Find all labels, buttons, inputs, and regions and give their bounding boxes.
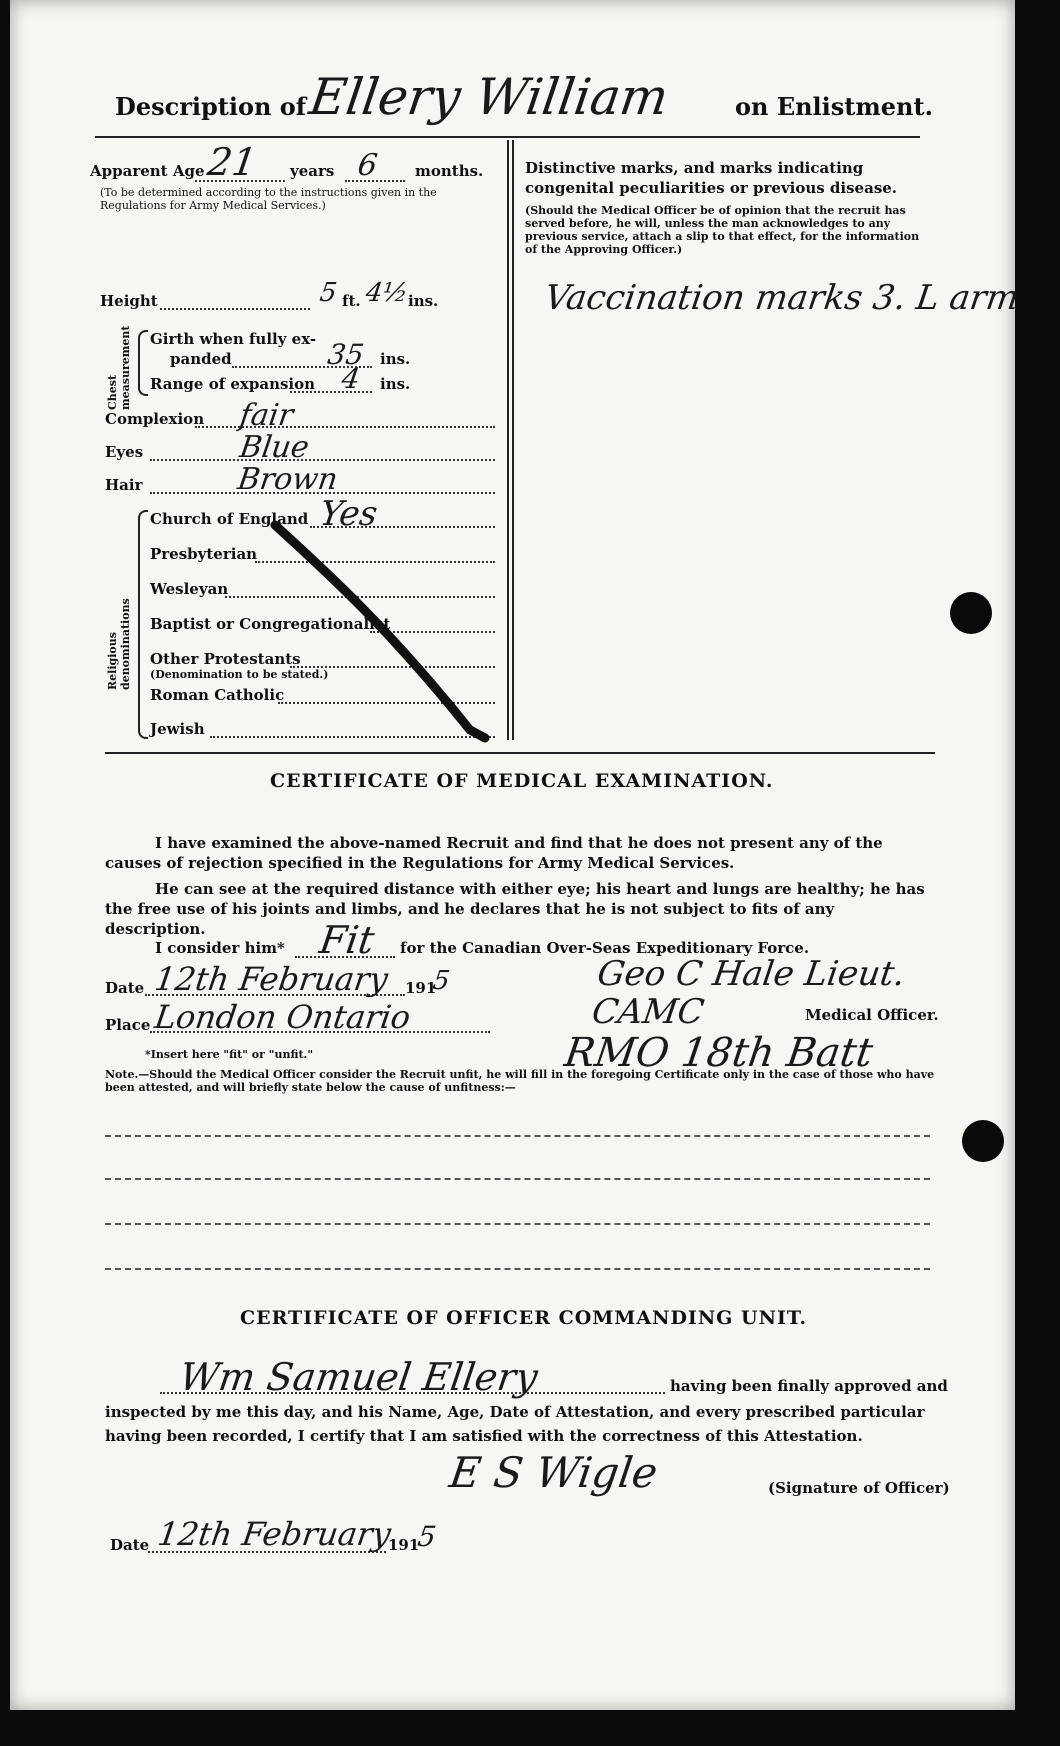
commanding-signature-label: (Signature of Officer) [768,1479,950,1497]
medical-officer-unit: RMO 18th Batt [561,1030,876,1076]
unfitness-line-4 [105,1268,930,1270]
denomination-note: (Denomination to be stated.) [150,668,329,681]
commanding-date-value: 12th February [155,1515,394,1553]
hair-label: Hair [105,476,143,494]
punch-hole-bottom [962,1120,1004,1162]
commanding-certificate-title: CERTIFICATE OF OFFICER COMMANDING UNIT. [240,1307,808,1329]
medical-year-prefix: 191 [405,979,437,997]
unfitness-line-1 [105,1135,930,1137]
distinctive-marks-value: Vaccination marks 3. L arm [542,278,1022,318]
apparent-age-label: Apparent Age [90,162,205,180]
religion-baptist: Baptist or Congregationalist [150,615,391,633]
distinctive-marks-note: (Should the Medical Officer be of opinion that the recruit has served before, he will, unless the man acknowledges to any previous service, attach a slip to that effect, for the information of the Approving Officer.) [525,204,920,256]
age-instruction-note: (To be determined according to the instructions given in the Regulations for Army Medical Services.) [100,186,437,212]
height-label: Height [100,292,158,310]
religion-church-of-england: Church of England [150,510,309,528]
hair-value: Brown [235,462,340,497]
insert-note: *Insert here "fit" or "unfit." [145,1048,314,1061]
eyes-label: Eyes [105,443,144,461]
age-years-value: 21 [204,140,260,184]
medical-place-label: Place [105,1016,151,1034]
range-label: Range of expansion [150,375,316,393]
medical-paragraph-1: I have examined the above-named Recruit and find that he does not present any of the causes of rejection specified in the Regulations for Army Medical Services. [105,834,883,872]
medical-place-value: London Ontario [152,998,413,1036]
religious-denominations-label: Religious denominations [106,598,132,690]
medical-date-value: 12th February [152,960,391,998]
commanding-text-2: inspected by me this day, and his Name, Age, Date of Attestation, and every prescribed particular having been recorded, I certify that I am satisfied with the correctness of this Attestation. [105,1403,925,1445]
chest-bracket [138,330,148,396]
medical-year-suffix: 5 [430,966,452,996]
consider-suffix: for the Canadian Over-Seas Expeditionary Force. [400,939,810,957]
unfitness-line-3 [105,1223,930,1225]
medical-note: Note.—Should the Medical Officer consider the Recruit unfit, he will fill in the foregoing Certificate only in the case of those who have been attested, and will briefly state below the cause of unfitness:— [105,1068,935,1094]
religion-church-of-england-value: Yes [317,494,380,534]
girth-label-line2: panded [170,350,232,368]
fitness-value: Fit [316,918,377,962]
ft-label: ft. [342,292,361,310]
handwritten-recruit-name: Ellery William [305,68,672,126]
religion-strike-stroke [270,520,500,745]
girth-label-line1: Girth when fully ex- [150,330,317,348]
range-value: 4 [339,362,363,395]
complexion-label: Complexion [105,410,205,428]
medical-certificate-title: CERTIFICATE OF MEDICAL EXAMINATION. [270,770,774,792]
document-page [10,0,1022,1710]
chest-measurement-label: Chest measurement [106,325,132,410]
girth-value: 35 [325,338,366,371]
girth-ins-label: ins. [380,350,411,368]
range-ins-label: ins. [380,375,411,393]
unfitness-line-2 [105,1178,930,1180]
religion-bracket [138,510,148,739]
header-prefix: Description of [115,92,307,121]
consider-prefix: I consider him* [155,939,285,957]
medical-officer-label: Medical Officer. [805,1006,939,1024]
commanding-year-prefix: 191 [388,1536,420,1554]
complexion-value: fair [237,398,296,433]
commanding-year-suffix: 5 [415,1520,439,1553]
column-divider [507,140,509,740]
religion-presbyterian: Presbyterian [150,545,258,563]
header-rule [95,136,920,138]
header-suffix: on Enlistment. [735,92,933,121]
religion-other-protestants: Other Protestants [150,650,301,668]
medical-officer-signature: Geo C Hale Lieut. CAMC [589,954,908,1032]
ins-label: ins. [408,292,439,310]
section-rule-1 [105,752,935,754]
commanding-officer-signature: E S Wigle [446,1448,661,1497]
commanding-text-1: having been finally approved and [670,1377,948,1395]
commanding-recruit-name: Wm Samuel Ellery [176,1355,541,1399]
distinctive-marks-heading: Distinctive marks, and marks indicating congenital peculiarities or previous disease. [525,159,898,197]
punch-hole-top [950,592,992,634]
medical-paragraph-2: He can see at the required distance with either eye; his heart and lungs are healthy; he has the free use of his joints and limbs, and he declares that he is not subject to fits of any description. [105,880,925,938]
medical-date-label: Date [105,979,145,997]
years-label: years [290,162,335,180]
religion-roman-catholic: Roman Catholic [150,686,285,704]
height-ft-value: 5 [317,278,339,308]
column-divider-inner [512,140,514,740]
height-in-value: 4½ [363,278,410,308]
religion-jewish: Jewish [150,720,205,738]
months-label: months. [415,162,484,180]
religion-wesleyan: Wesleyan [150,580,229,598]
age-months-value: 6 [355,148,380,183]
commanding-date-label: Date [110,1536,150,1554]
eyes-value: Blue [237,430,312,465]
